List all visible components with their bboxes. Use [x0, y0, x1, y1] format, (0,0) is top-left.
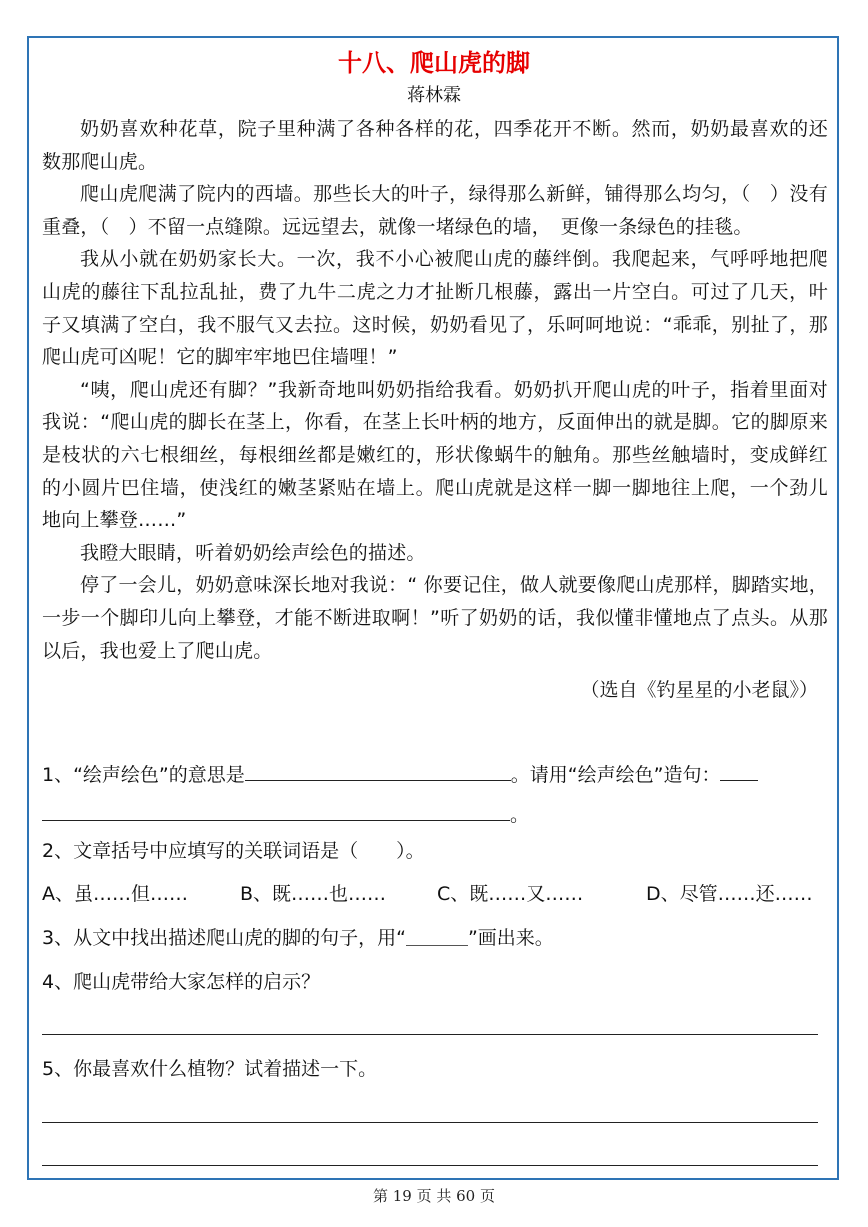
question-3 — [42, 924, 554, 952]
page-footer: 第 19 页 共 60 页 — [372, 1187, 495, 1205]
question-5: 5、你最喜欢什么植物？试着描述一下。 — [42, 1058, 378, 1080]
question-3-text-b: ”画出来。 — [467, 927, 554, 949]
question-4: 4、爬山虎带给大家怎样的启示？ — [42, 971, 321, 993]
answer-line-q4[interactable] — [42, 1034, 818, 1035]
option-c[interactable]: C、既……又…… — [437, 883, 584, 905]
option-b[interactable]: B、既……也…… — [240, 883, 387, 905]
paragraph: 我瞪大眼睛，听着奶奶绘声绘色的描述。 — [80, 541, 426, 564]
paragraph: “咦，爬山虎还有脚？”我新奇地叫奶奶指给我看。奶奶扒开爬山虎的叶子，指着里面对我说：“爬山虎的脚长在茎上，你看，在茎上长叶柄的地方，反面伸出的就是脚。它的脚原来是枝状的六七根细丝，每根细丝都是嫩红的，形状像蜗牛的触角。那些丝触墙时，变成鲜红的小圆片巴住墙，使浅红的嫩茎紧贴在墙上。爬山虎就是这样一脚一脚地往上爬，一个劲儿地向上攀登……” — [42, 378, 828, 532]
article-title: 十八、爬山虎的脚 — [338, 49, 530, 77]
answer-blank-sentence-start[interactable] — [720, 760, 758, 781]
option-d[interactable]: D、尽管……还…… — [646, 883, 813, 905]
question-1-text-a: 1、“绘声绘色”的意思是 — [42, 764, 245, 786]
paragraph: 爬山虎爬满了院内的西墙。那些长大的叶子，绿得那么新鲜，铺得那么均匀，（ ）没有重叠，（ ）不留一点缝隙。远远望去，就像一堵绿色的墙， 更像一条绿色的挂毯。 — [42, 183, 828, 238]
answer-blank-meaning[interactable] — [245, 760, 511, 781]
answer-line-q5-2[interactable] — [42, 1165, 818, 1166]
paragraph: 我从小就在奶奶家长大。一次，我不小心被爬山虎的藤绊倒。我爬起来，气呼呼地把爬山虎的藤往下乱拉乱扯，费了九牛二虎之力才扯断几根藤，露出一片空白。可过了几天，叶子又填满了空白，我不服气又去拉。这时候，奶奶看见了，乐呵呵地说：“乖乖，别扯了，那爬山虎可凶呢！它的脚牢牢地巴住墙哩！” — [42, 248, 828, 369]
article-body — [42, 113, 828, 667]
question-2: 2、文章括号中应填写的关联词语是（ ）。 — [42, 840, 425, 862]
paragraph: 停了一会儿，奶奶意味深长地对我说：“ 你要记住，做人就要像爬山虎那样，脚踏实地，一步一个脚印儿向上攀登，才能不断进取啊！”听了奶奶的话，我似懂非懂地点了点头。从那以后，我也爱上了爬山虎。 — [42, 574, 828, 662]
author-name: 蒋林霖 — [407, 85, 461, 106]
wavy-underline-mark — [406, 933, 468, 946]
question-1 — [42, 760, 758, 789]
answer-blank-sentence[interactable] — [42, 800, 510, 821]
question-1-continuation — [42, 800, 529, 829]
option-a[interactable]: A、虽……但…… — [42, 883, 188, 905]
paragraph: 奶奶喜欢种花草，院子里种满了各种各样的花，四季花开不断。然而，奶奶最喜欢的还数那爬山虎。 — [42, 118, 828, 173]
question-1-text-b: 。请用“绘声绘色”造句： — [510, 764, 721, 786]
question-3-text-a: 3、从文中找出描述爬山虎的脚的句子，用“ — [42, 927, 406, 949]
question-1-end: 。 — [510, 804, 530, 826]
source-citation: （选自《钓星星的小老鼠》） — [580, 679, 818, 701]
answer-line-q5-1[interactable] — [42, 1122, 818, 1123]
